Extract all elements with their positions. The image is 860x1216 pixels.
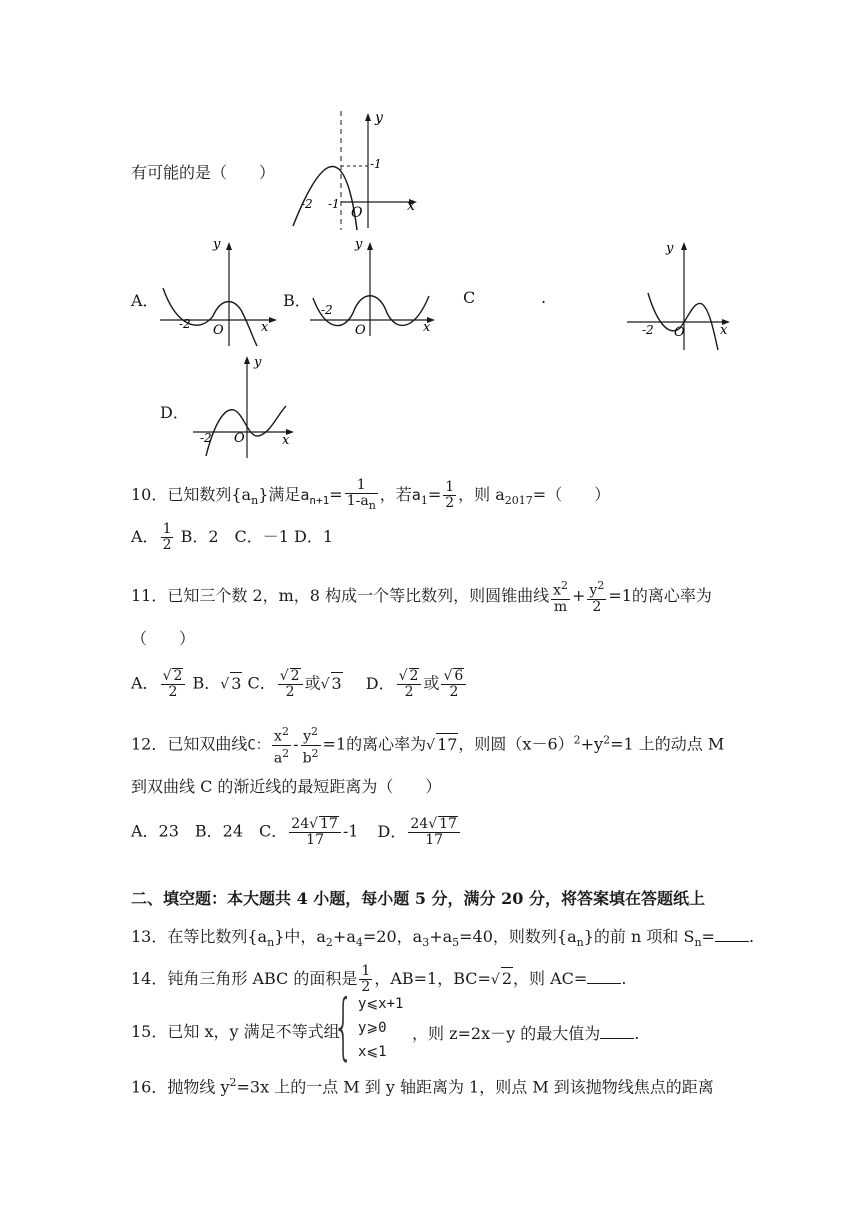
q15-ineq-1: y⩽x+1 [358,996,404,1012]
svg-text:-2: -2 [200,431,212,445]
q11-options: A． $\frac{√ 2}{2}$ B．√ 3 C． $\frac{√ 2}{2}$ 或√ 3 D． $\frac{√ 2}{2}$ 或 $\frac{√ 6}{2}$ [131,668,468,700]
q10-options: A． $\frac{1}{2}$ B．2 C．－1 D．1 [131,521,334,553]
q15-brace: { [333,984,354,1068]
label-neg1: -1 [328,197,340,211]
q9-option-d-label: D． [160,403,189,422]
q15-stem-right: ，则 z=2x－y 的最大值为 . [412,1024,640,1043]
q9-option-b-label: B． [283,291,311,310]
q10-option-a-fraction: $\frac{1}{2}$ [162,521,172,553]
q11-stem: 11．已知三个数 2，m，8 构成一个等比数列，则圆锥曲线 $\frac{x^2}{m}$ + $\frac{y^2}{2}$ =1的离心率为 [131,579,712,615]
q9-option-a-label: A． [131,291,159,310]
q14-answer-blank [587,969,621,984]
q11-fraction-y: $\frac{y^2}{2}$ [589,579,605,615]
label-neg2: -2 [301,197,313,211]
q11-paren: （ ） [131,629,196,648]
svg-text:O: O [234,431,245,446]
svg-text:x: x [423,320,431,335]
q9-option-c-label: C [463,288,476,307]
q12-options: A．23 B．24 C． $\frac{24√ 17}{17}$ -1 D． $\frac{24√ 17}{17}$ [131,816,462,848]
q15-answer-blank [600,1024,634,1039]
section-2-heading: 二、填空题：本大题共 4 小题，每小题 5 分，满分 20 分，将答案填在答题纸上 [131,889,705,908]
q13-stem: 13．在等比数列$\{a_n\}$中，$a_2+a_4=20$，$a_3+a_5=40$，则数列$\{a_n\}$的前 n 项和 $S_n=$ . [131,927,755,950]
svg-text:O: O [355,323,366,338]
q9-stem: 有可能的是（ ） [131,163,276,182]
q13-answer-blank [715,927,749,942]
svg-text:-2: -2 [179,317,191,331]
x-label: x [407,198,415,214]
q15-stem-left: 15．已知 x，y 满足不等式组 [131,1022,340,1041]
svg-text:x: x [261,320,269,335]
q11-fraction-x: $\frac{x^2}{m}$ [553,579,568,615]
q9-option-d-graph [190,352,300,460]
svg-text:-2: -2 [321,303,333,317]
svg-text:-2: -2 [642,323,654,337]
svg-text:x: x [282,433,290,448]
q9-option-c-graph [622,238,737,353]
svg-text:O: O [674,325,685,340]
q10-fraction-1: $\frac{1}{1-a_n}$ [346,477,376,512]
label-top-neg1: -1 [370,157,382,171]
svg-text:y: y [666,241,674,256]
q14-stem: 14．钝角三角形 ABC 的面积是 $\frac{1}{2}$ ，AB=1，BC=√ 2，则 AC= . [131,963,627,995]
svg-text:O: O [213,323,224,338]
q15-ineq-2: y⩾0 [358,1020,387,1036]
q15-ineq-3: x⩽1 [358,1044,387,1060]
svg-text:y: y [355,238,363,252]
origin-label: O [351,205,363,221]
q12-fraction-y: $\frac{y^2}{b^2}$ [302,725,319,767]
q9-option-c-dot: . [541,288,547,307]
q9-reference-graph [283,110,423,232]
q12-stem: 12．已知双曲线C： $\frac{x^2}{a^2}$ - $\frac{y^2}{b^2}$ =1的离心率为√ 17，则圆$(x-6)^2+y^2=1$ 上的动点 M [131,725,725,767]
svg-text:y: y [254,355,262,370]
y-arrow [365,113,371,121]
svg-text:x: x [720,323,728,338]
q9-option-b-graph [305,238,440,338]
q12-line2: 到双曲线 C 的渐近线的最短距离为（ ） [131,777,442,796]
q12-fraction-x: $\frac{x^2}{a^2}$ [273,725,290,767]
q9-option-a-graph [155,238,280,348]
q10-stem: 10．已知数列$\{a_n\}$满足$a_{n+1}=$ $\frac{1}{1-a_n}$ ，若$a_1=$ $\frac{1}{2}$ ，则 $a_{2017}=$（ ） [131,477,611,512]
y-label: y [375,110,383,126]
svg-text:y: y [213,238,221,252]
q16-stem: 16．抛物线 $y^2=3x$ 上的一点 M 到 y 轴距离为 1，则点 M 到该抛物线焦点的距离 [131,1076,714,1097]
q10-fraction-2: $\frac{1}{2}$ [445,478,455,511]
